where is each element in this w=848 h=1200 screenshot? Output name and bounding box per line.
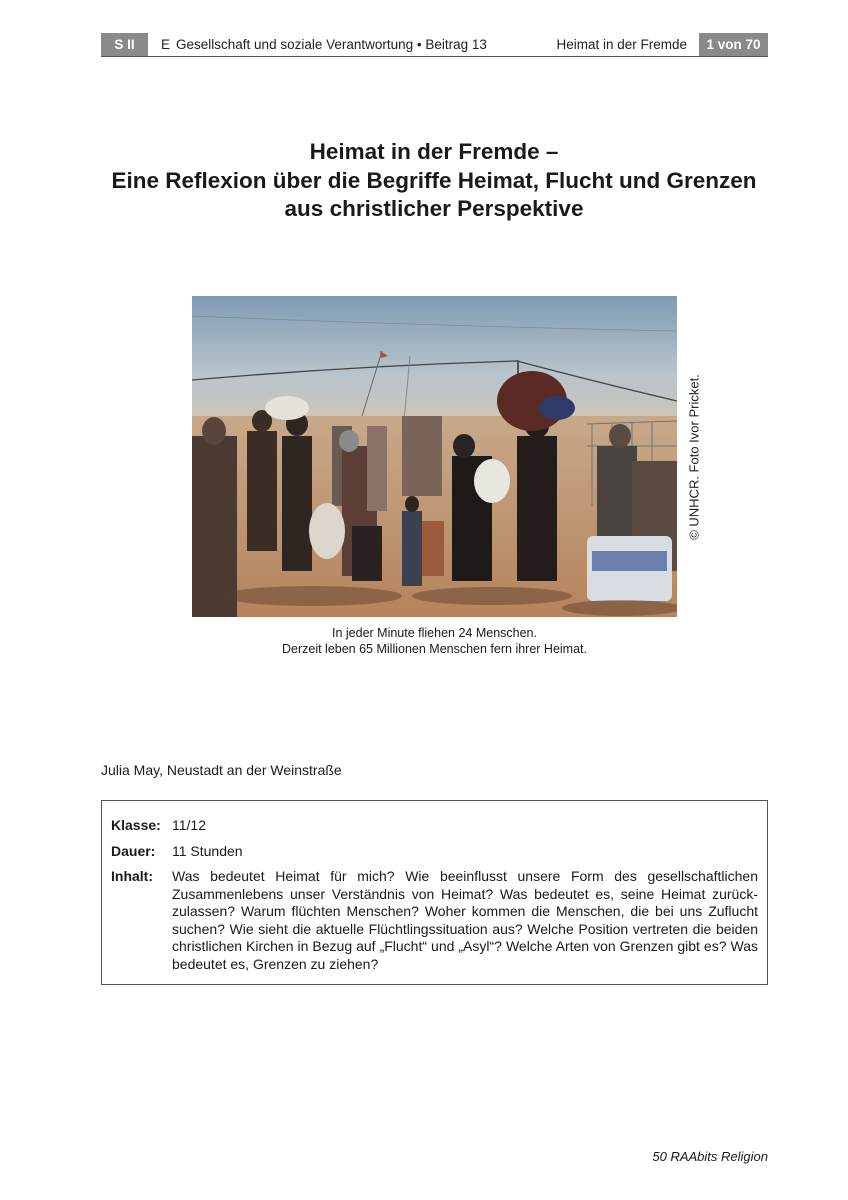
inhalt-value: Was bedeutet Heimat für mich? Wie beeinflusst unsere Form des gesellschaftlichen Zusammenlebens unser Verständnis von Heimat? Was bedeutet es, seine Heimat zurückzulassen? Warum flüchten Menschen? Woher kommen die Menschen, die bei uns Zuflucht suchen? Wie sieht die aktuelle Flüchtlingssituation aus? Welche Position vertreten die beiden christlichen Kirchen in Bezug auf „Flucht“ und „Asyl“? Welche Arten von Grenzen gibt es? Was bedeutet es, Grenzen zu ziehen? [172, 868, 758, 972]
caption-line-2: Derzeit leben 65 Millionen Menschen fern ihrer Heimat. [281, 641, 587, 656]
dauer-value: 11 Stunden [172, 842, 243, 859]
title-line-1: Heimat in der Fremde – [309, 139, 559, 164]
title-line-2: Eine Reflexion über die Begriffe Heimat, Flucht und Grenzen [111, 167, 757, 193]
refugee-photo [192, 296, 677, 617]
photo-caption [192, 626, 677, 657]
page-number-badge: 1 von 70 [699, 33, 768, 56]
klasse-value: 11/12 [172, 817, 206, 833]
info-row-dauer [111, 843, 758, 861]
title-line-3: aus christlicher Perspektive [284, 196, 584, 221]
info-row-inhalt [111, 868, 758, 973]
series-title: Gesellschaft und soziale Verantwortung • Beitrag 13 [176, 37, 487, 52]
page-title [60, 138, 808, 224]
klasse-label: Klasse: [111, 817, 161, 833]
running-header [101, 33, 768, 57]
section-letter: E [161, 37, 171, 52]
level-badge: S II [101, 33, 148, 56]
lesson-info-box [101, 800, 768, 985]
dauer-label: Dauer: [111, 842, 156, 859]
photo-credit-text: © UNHCR. Foto Ivor Pricket. [686, 373, 702, 540]
series-info [148, 33, 556, 56]
author-line: Julia May, Neustadt an der Weinstraße [101, 762, 342, 778]
photo-credit [686, 296, 702, 617]
publisher-footer: 50 RAAbits Religion [652, 1149, 768, 1164]
inhalt-label: Inhalt: [111, 868, 153, 884]
info-row-klasse [111, 817, 758, 835]
header-topic: Heimat in der Fremde [556, 37, 687, 52]
caption-line-1: In jeder Minute fliehen 24 Menschen. [332, 626, 537, 640]
